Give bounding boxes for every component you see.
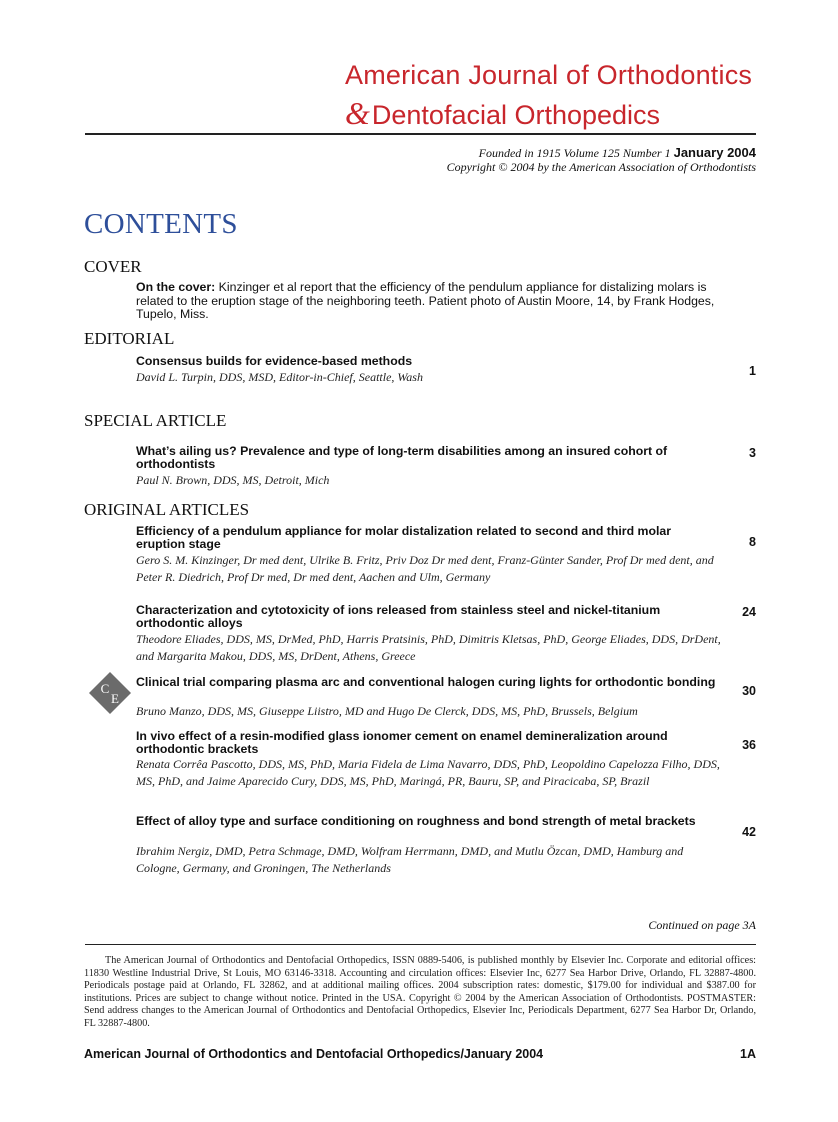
entry-page-number[interactable]: 24 — [742, 605, 756, 619]
cover-description — [136, 281, 726, 322]
entry-authors: Ibrahim Nergiz, DMD, Petra Schmage, DMD, Wolfram Herrmann, DMD, and Mutlu Özcan, DMD, Hamburg and Cologne, Germany, and Groningen, The Netherlands — [136, 844, 684, 875]
masthead-line-2-text: Dentofacial Orthopedics — [371, 100, 661, 130]
issue-info — [479, 145, 756, 161]
issue-date: January 2004 — [673, 145, 756, 160]
entry-authors: Renata Corrêa Pascotto, DDS, MS, PhD, Maria Fidela de Lima Navarro, DDS, PhD, Leopoldino Capelozza Filho, DDS, MS, PhD, and Jaime Aparecido Cury, DDS, MS, PhD, Maringá, PR, Bauru, SP, and Piracicaba, SP, Brazil — [136, 757, 720, 788]
page-title: CONTENTS — [84, 208, 238, 240]
cover-label: On the cover: — [136, 280, 216, 294]
footer-rule — [85, 944, 756, 945]
entry-title[interactable]: Efficiency of a pendulum appliance for molar distalization related to second and third molar eruption stage — [136, 524, 672, 551]
masthead-rule — [85, 133, 756, 135]
masthead-ampersand: & — [345, 95, 370, 131]
issue-copyright: Copyright © 2004 by the American Association of Orthodontists — [446, 160, 756, 174]
entry-title[interactable]: Consensus builds for evidence-based methods — [136, 354, 413, 368]
ce-badge-diamond — [89, 672, 131, 714]
entry-authors: Theodore Eliades, DDS, MS, DrMed, PhD, Harris Pratsinis, PhD, Dimitris Kletsas, PhD, George Eliades, DDS, DrDent, and Margarita Makou, DDS, MS, DrDent, Athens, Greece — [136, 632, 721, 663]
entry-page-number[interactable]: 8 — [749, 535, 756, 549]
cover-text: Kinzinger et al report that the efficiency of the pendulum appliance for distalizing molars is related to the eruption stage of the neighboring teeth. Patient photo of Austin Moore, 14, by Frank Hodges, Tupelo, Miss. — [136, 280, 715, 321]
section-heading-editorial: EDITORIAL — [84, 329, 175, 348]
entry-page-number[interactable]: 1 — [749, 364, 756, 378]
continued-note: Continued on page 3A — [648, 918, 756, 932]
entry-page-number[interactable]: 3 — [749, 446, 756, 460]
masthead-line-2 — [345, 95, 660, 132]
ce-badge-letter-e: E — [111, 691, 119, 706]
entry-page-number[interactable]: 42 — [742, 825, 756, 839]
issue-founded: Founded in 1915 Volume 125 Number 1 — [478, 146, 671, 160]
section-heading-cover: COVER — [84, 257, 142, 276]
continuing-education-badge-icon — [89, 672, 131, 714]
footer-page-number: 1A — [740, 1047, 756, 1061]
entry-title[interactable]: In vivo effect of a resin-modified glass ionomer cement on enamel demineralization around orthodontic brackets — [136, 729, 668, 756]
footer-journal-line: American Journal of Orthodontics and Dentofacial Orthopedics/January 2004 — [84, 1047, 544, 1061]
entry-authors: Paul N. Brown, DDS, MS, Detroit, Mich — [136, 473, 330, 487]
entry-title[interactable]: What’s ailing us? Prevalence and type of long-term disabilities among an insured cohort of orthodontists — [136, 444, 668, 471]
masthead-line-1: American Journal of Orthodontics — [345, 60, 753, 90]
ce-badge-letter-c: C — [100, 681, 110, 696]
section-heading-special-article: SPECIAL ARTICLE — [84, 411, 227, 430]
section-heading-original-articles: ORIGINAL ARTICLES — [84, 500, 250, 519]
entry-page-number[interactable]: 36 — [742, 738, 756, 752]
entry-title[interactable]: Characterization and cytotoxicity of ions released from stainless steel and nickel-titanium orthodontic alloys — [136, 603, 661, 630]
entry-page-number[interactable]: 30 — [742, 684, 756, 698]
entry-authors: Gero S. M. Kinzinger, Dr med dent, Ulrike B. Fritz, Priv Doz Dr med dent, Franz-Günter Sander, Prof Dr med dent, and Peter R. Diedrich, Prof Dr med, Dr med dent, Aachen and Ulm, Germany — [136, 553, 714, 584]
publication-notice: The American Journal of Orthodontics and Dentofacial Orthopedics, ISSN 0889-5406, is published monthly by Elsevier Inc. Corporate and editorial offices: 11830 Westline Industrial Drive, St Louis, MO 63146-3318. Accounting and circulation offices: Elsevier Inc, 6277 Sea Harbor Drive, Orlando, FL 32887-4800. Periodicals postage paid at Orlando, FL 32862, and at additional mailing offices. 2004 subscription rates: domestic, $179.00 for individual and $387.00 for institutions. Prices are subject to change without notice. Printed in the USA. Copyright © 2004 by the American Association of Orthodontists. POSTMASTER: Send address changes to the American Journal of Orthodontics and Dentofacial Orthopedics, Elsevier Inc, Periodicals Department, 6277 Sea Harbor Dr, Orlando, FL 32887-4800. — [84, 955, 756, 1029]
entry-title[interactable]: Effect of alloy type and surface conditioning on roughness and bond strength of metal brackets — [136, 814, 696, 828]
entry-authors: Bruno Manzo, DDS, MS, Giuseppe Liistro, MD and Hugo De Clerck, DDS, MS, PhD, Brussels, Belgium — [136, 704, 638, 718]
entry-authors: David L. Turpin, DDS, MSD, Editor-in-Chief, Seattle, Wash — [136, 370, 423, 384]
entry-title[interactable]: Clinical trial comparing plasma arc and conventional halogen curing lights for orthodontic bonding — [136, 675, 716, 689]
